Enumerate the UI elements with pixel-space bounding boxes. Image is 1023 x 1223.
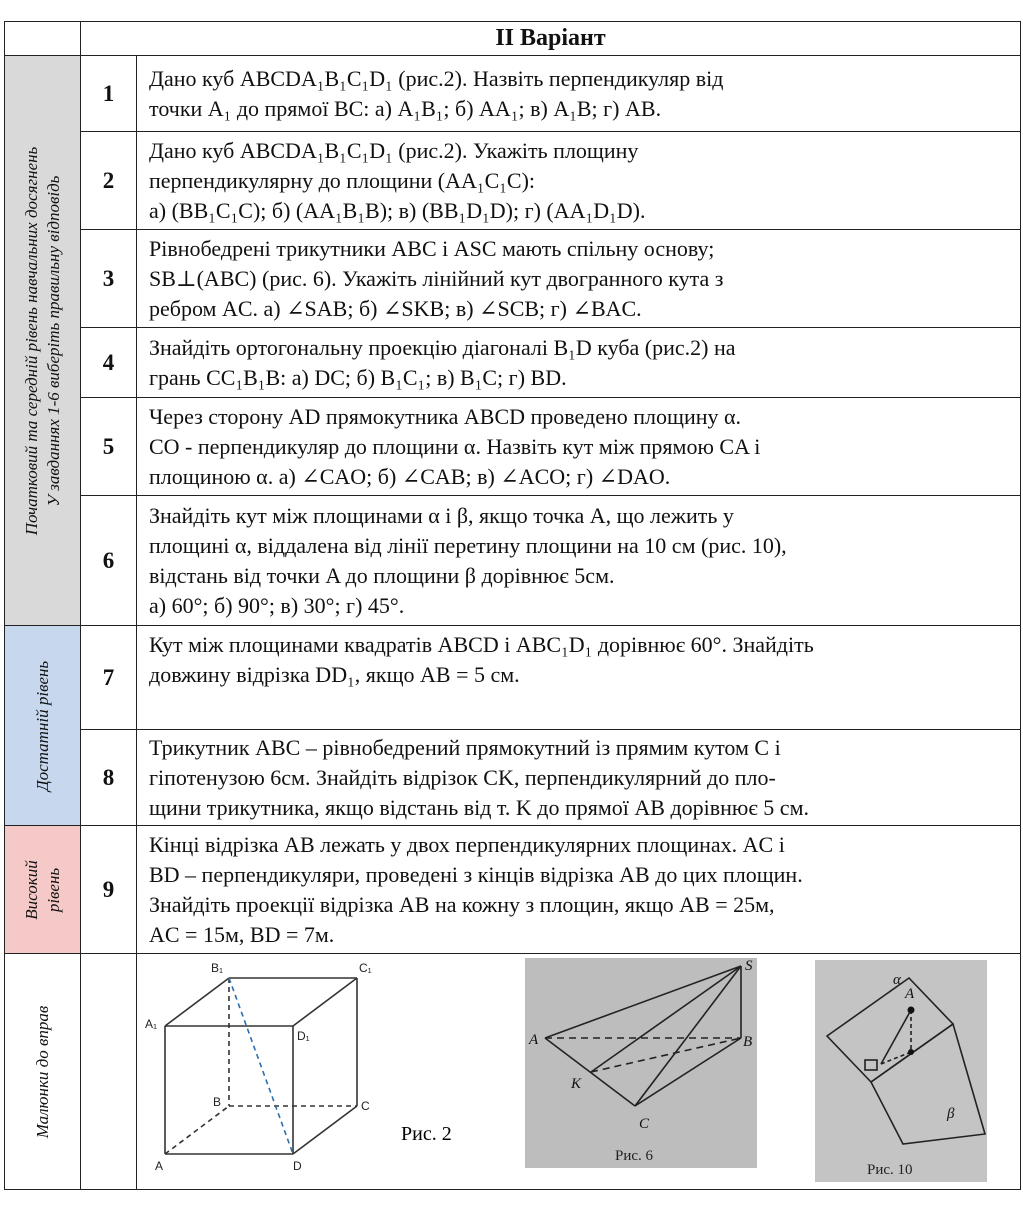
task-number: 6	[81, 496, 137, 626]
task-line: CO - перпендикуляр до площини α. Назвіть кут між прямою CA і	[149, 433, 761, 459]
cube-figure	[165, 978, 357, 1154]
task-number: 1	[81, 56, 137, 132]
category-high	[5, 826, 81, 954]
category-high-line1: Високий	[21, 859, 41, 920]
fig10-caption: Рис. 10	[867, 1161, 913, 1178]
task-number: 3	[81, 230, 137, 328]
category-basic	[5, 56, 81, 626]
category-basic-line1: Початковий та середній рівень навчальних досягнень	[21, 146, 41, 535]
fig6-label-s: S	[745, 957, 753, 974]
task-text	[137, 626, 1021, 730]
task-line: Знайдіть кут між площинами α і β, якщо точка A, що лежить у	[149, 502, 734, 528]
task-line: довжину відрізка DD₁, якщо AB = 5 см.	[149, 662, 520, 687]
task-text	[137, 496, 1021, 626]
cube-label-d: D	[293, 1158, 302, 1173]
task-line: BD – перпендикуляри, проведені з кінців відрізка AB до цих площин.	[149, 861, 803, 887]
variant-table	[4, 21, 1021, 1190]
fig6-label-a: A	[529, 1031, 539, 1048]
task-text	[137, 56, 1021, 132]
cube-label-c: C	[361, 1098, 370, 1113]
fig6-label-b: B	[743, 1033, 753, 1050]
task-line: Дано куб ABCDA₁B₁C₁D₁ (рис.2). Укажіть площину	[149, 137, 639, 163]
task-text	[137, 730, 1021, 826]
task-line: площиною α. а) ∠CAO; б) ∠CAB; в) ∠ACO; г) ∠DAO.	[149, 463, 671, 489]
cube-label-a1: A₁	[145, 1016, 158, 1031]
figures-cell	[137, 954, 1021, 1190]
task-line: грань CC₁B₁B: а) DC; б) B₁C₁; в) B₁C; г) BD.	[149, 364, 567, 390]
task-line: відстань від точки A до площини β дорівнює 5см.	[149, 562, 615, 588]
fig6-label-c: C	[639, 1115, 650, 1132]
cube-edge	[293, 978, 357, 1026]
task-line: площині α, віддалена від лінії перетину площини на 10 см (рис. 10),	[149, 532, 787, 558]
cube-caption: Рис. 2	[401, 1122, 452, 1145]
task-line: перпендикулярну до площини (AA₁C₁C):	[149, 167, 536, 193]
category-sufficient	[5, 626, 81, 826]
task-line: Знайдіть проекції відрізка AB на кожну з площин, якщо AB = 25м,	[149, 891, 775, 917]
category-sufficient-label: Достатній рівень	[32, 660, 52, 791]
fig6-figure	[525, 958, 757, 1168]
fig10-figure	[815, 960, 987, 1182]
task-text	[137, 826, 1021, 954]
task-text	[137, 132, 1021, 230]
category-basic-label	[21, 146, 65, 535]
header-blank	[5, 22, 81, 56]
task-line: гіпотенузою 6см. Знайдіть відрізок CK, перпендикулярний до пло-	[149, 764, 776, 790]
task-line: а) (BB₁C₁C); б) (AA₁B₁B); в) (BB₁D₁D); г) (AA₁D₁D).	[149, 197, 646, 223]
task-number: 8	[81, 730, 137, 826]
category-figures-label: Малюнки до вправ	[32, 1005, 52, 1138]
cube-edge	[165, 978, 229, 1026]
task-line: Кут між площинами квадратів ABCD і ABC₁D₁ дорівнює 60°. Знайдіть	[149, 632, 814, 657]
task-line: ребром AC. а) ∠SAB; б) ∠SKB; в) ∠SCB; г) ∠BAC.	[149, 295, 642, 321]
task-line: а) 60°; б) 90°; в) 30°; г) 45°.	[149, 592, 405, 618]
task-text	[137, 398, 1021, 496]
fig10-label-beta: β	[947, 1105, 955, 1122]
task-line: Дано куб ABCDA₁B₁C₁D₁ (рис.2). Назвіть перпендикуляр від	[149, 65, 724, 91]
task-line: Кінці відрізка AB лежать у двох перпендикулярних площинах. AC і	[149, 831, 785, 857]
task-line: SB⊥(ABC) (рис. 6). Укажіть лінійний кут двогранного кута з	[149, 265, 724, 291]
fig6-background	[525, 958, 757, 1168]
task-number: 7	[81, 626, 137, 730]
category-high-label	[21, 860, 65, 919]
cube-label-b1: B₁	[211, 960, 224, 975]
task-text	[137, 328, 1021, 398]
fig10-label-a: A	[905, 985, 915, 1002]
task-number: 4	[81, 328, 137, 398]
task-line: точки A₁ до прямої BC: а) A₁B₁; б) AA₁; в) A₁B; г) AB.	[149, 95, 662, 121]
fig10-point-projection	[908, 1049, 914, 1055]
fig6-caption: Рис. 6	[615, 1147, 654, 1164]
fig10-background	[815, 960, 987, 1182]
fig10-label-alpha: α	[893, 971, 901, 988]
task-line: Рівнобедрені трикутники ABC і ASC мають спільну основу;	[149, 235, 715, 261]
task-line: Знайдіть ортогональну проекцію діагоналі B₁D куба (рис.2) на	[149, 334, 736, 360]
task-number: 2	[81, 132, 137, 230]
cube-label-d1: D₁	[297, 1028, 310, 1043]
cube-label-a: A	[155, 1158, 164, 1173]
figures-svg	[137, 956, 1017, 1188]
cube-hidden-edge	[165, 1106, 229, 1154]
task-line: Через сторону AD прямокутника ABCD проведено площину α.	[149, 403, 742, 429]
cube-edge	[293, 1106, 357, 1154]
cube-label-c1: C₁	[359, 960, 372, 975]
figures-number-blank	[81, 954, 137, 1190]
task-line: AC = 15м, BD = 7м.	[149, 921, 335, 947]
task-number: 5	[81, 398, 137, 496]
category-figures	[5, 954, 81, 1190]
cube-diagonal	[229, 978, 293, 1154]
cube-label-b: B	[213, 1094, 222, 1109]
category-basic-line2: У завданнях 1-6 виберіть правильну відповідь	[43, 175, 63, 506]
variant-title: II Варіант	[81, 22, 1021, 56]
fig10-point-a	[908, 1006, 915, 1013]
task-line: Трикутник ABC – рівнобедрений прямокутний із прямим кутом C і	[149, 734, 781, 760]
task-line: щини трикутника, якщо відстань від т. K до прямої AB дорівнює 5 см.	[149, 794, 809, 820]
category-high-line2: рівень	[43, 867, 63, 912]
fig6-label-k: K	[571, 1075, 582, 1092]
task-number: 9	[81, 826, 137, 954]
task-text	[137, 230, 1021, 328]
